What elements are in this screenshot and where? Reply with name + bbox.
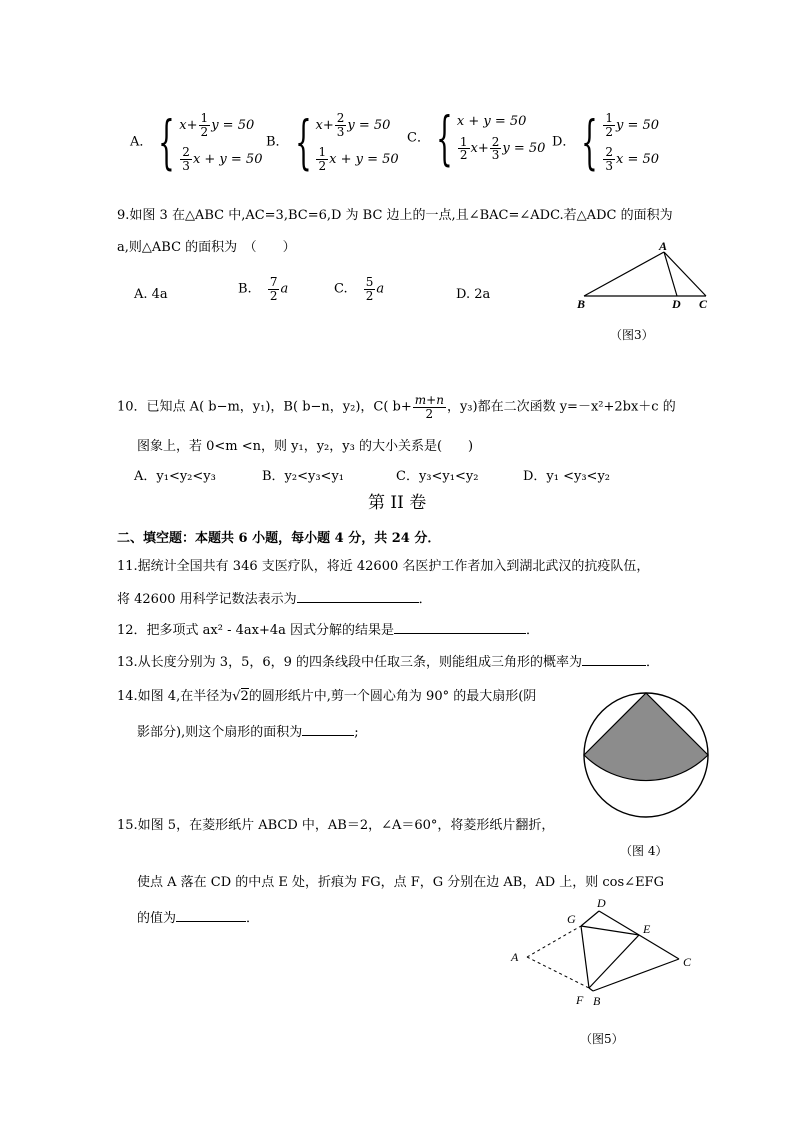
q10-line1-post: ，y₃)都在二次函数 y=－x²+2bx＋c 的 (446, 399, 676, 415)
q14-line2-text: 影部分),则这个扇形的面积为 (137, 725, 303, 740)
fig5-caption: （图5） (580, 1032, 624, 1046)
q10-option-b: B．y₂<y₃<y₁ (262, 469, 345, 484)
fig5-label-d: D (597, 896, 606, 910)
q10-line2: 图象上，若 0<m <n，则 y₁，y₂，y₃ 的大小关系是( ) (137, 439, 474, 454)
fig5-side-fb (589, 988, 593, 991)
q11-line2: 将 42600 用科学记数法表示为 ． (117, 592, 432, 607)
fig5-fold-fe (589, 935, 639, 988)
fig5-label-g: G (567, 912, 576, 926)
fig5-crease-gf (581, 926, 589, 988)
q8-d-row1: y = 50 (615, 117, 660, 133)
figure-5-rhombus-fold (505, 895, 705, 1010)
q14-line2-post: ; (354, 725, 359, 740)
q15-line3 (137, 909, 259, 925)
q9-option-b: B. $\frac{7}{2}$ a (238, 275, 289, 303)
q9-line1: 9.如图 3 在△ABC 中,AC=3,BC=6,D 为 BC 边上的一点,且∠BAC=∠ADC.若△ADC 的面积为 (117, 208, 673, 223)
fig3-label-c: C (699, 297, 708, 311)
q13-line (117, 653, 659, 669)
fig5-label-b: B (593, 994, 601, 1008)
q13-text: 13.从长度分别为 3，5，6，9 的四条线段中任取三条，则能组成三角形的概率为 (117, 655, 583, 670)
q8-option-d: D． { $\frac{1}{2}$ y = 50 $\frac{2}{3}$ x = 50 (552, 108, 660, 177)
q14-line2 (137, 723, 359, 739)
q14-sqrt-value: 2 (240, 689, 249, 704)
q10-option-d: D．y₁ <y₃<y₂ (523, 469, 611, 484)
q9-c-label: C. (334, 281, 348, 297)
q15-line1: 15.如图 5，在菱形纸片 ABCD 中，AB＝2，∠A＝60°，将菱形纸片翻折， (117, 818, 555, 833)
q8-d-label: D． (552, 134, 576, 150)
q10-option-a: A．y₁<y₂<y₃ (134, 469, 216, 484)
q8-b-label: B． (266, 134, 289, 150)
fig5-label-c: C (683, 955, 692, 969)
fig5-dashed-ag (527, 926, 581, 957)
q13-answer-blank (582, 653, 646, 666)
q12-post: ． (526, 623, 540, 638)
fig3-label-d: D (672, 297, 681, 311)
fig4-shaded-sector (584, 693, 708, 781)
q14-answer-blank (302, 723, 354, 736)
q11-answer-blank (297, 590, 419, 603)
figure-3-triangle (572, 238, 722, 313)
fig5-dashed-af (527, 957, 589, 988)
q15-answer-blank (176, 909, 246, 922)
q14-line1-post: 的圆形纸片中,剪一个圆心角为 90° 的最大扇形(阴 (248, 689, 537, 704)
q8-b-row1: y = 50 (347, 117, 391, 133)
q10-frac-den: 2 (425, 406, 434, 421)
q8-option-a: A． { x + $\frac{1}{2}$ y = 50 $\frac{2}{3}$ x + y = 50 (130, 108, 263, 177)
fig5-fold-ge (581, 926, 639, 935)
q9-line2: a,则△ABC 的面积为 （ ） (117, 240, 296, 255)
q15-line2: 使点 A 落在 CD 的中点 E 处，折痕为 FG，点 F，G 分别在边 AB，AD 上，则 cos∠EFG (137, 875, 664, 890)
fig5-label-f: F (576, 993, 584, 1007)
q12-answer-blank (394, 621, 526, 634)
q8-c-row2: y = 50 (502, 141, 546, 157)
q15-line3-post: ． (246, 911, 260, 926)
q8-a-row1: y = 50 (211, 117, 255, 133)
q8-a-row2: x + y = 50 (192, 151, 263, 167)
fig3-caption: （图3） (610, 328, 654, 342)
q8-option-c: C． { x + y = 50 $\frac{1}{2}$ x + $\frac{2}{3}$ y = 50 (407, 104, 546, 172)
fig5-label-a: A (511, 950, 519, 964)
figure-4-circle-sector (582, 690, 712, 820)
q8-a-label: A． (130, 134, 153, 150)
fig5-side-cb (593, 959, 679, 991)
q9-option-c: C. $\frac{5}{2}$ a (334, 275, 385, 303)
fig3-label-b: B (577, 297, 586, 311)
q11-line1: 11.据统计全国共有 346 支医疗队，将近 42600 名医护工作者加入到湖北武汉的抗疫队伍， (117, 559, 650, 574)
q15-line3-text: 的值为 (137, 911, 177, 926)
fig5-side-gd (581, 911, 599, 926)
q9-b-label: B. (238, 281, 252, 297)
q12-line (117, 621, 539, 637)
part2-title: 第 II 卷 (368, 493, 427, 513)
sqrt-symbol: √ (232, 689, 241, 704)
q11-line2-text: 将 42600 用科学记数法表示为 (117, 592, 297, 607)
q9-option-a: A. 4a (134, 287, 168, 302)
q8-c-row1: x + y = 50 (456, 113, 527, 129)
q10-frac-num: m+n (414, 393, 444, 407)
q9-option-d: D. 2a (456, 287, 491, 302)
q13-post: ． (646, 655, 660, 670)
fig3-label-a: A (659, 239, 668, 253)
q10-line1 (117, 394, 676, 420)
q10-option-c: C．y₃<y₁<y₂ (396, 469, 479, 484)
fig3-side-ab (584, 252, 664, 296)
q14-line1-pre: 14.如图 4,在半径为 (117, 689, 233, 704)
section2-header: 二、填空题：本题共 6 小题，每小题 4 分，共 24 分． (117, 531, 441, 546)
q10-line1-pre: 10．已知点 A( b−m，y₁)，B( b−n，y₂)，C( b+ (117, 399, 412, 415)
fig5-label-e: E (643, 922, 651, 936)
q8-option-b: B． { x + $\frac{2}{3}$ y = 50 $\frac{1}{2}$ x + y = 50 (266, 108, 399, 177)
q8-d-row2: x = 50 (615, 151, 660, 167)
q14-line1 (117, 690, 536, 703)
q8-b-row2: x + y = 50 (329, 151, 399, 167)
fig4-caption: （图 4） (620, 844, 668, 858)
q12-text: 12．把多项式 ax² - 4ax+4a 因式分解的结果是 (117, 623, 395, 638)
q8-c-label: C． (407, 130, 430, 146)
